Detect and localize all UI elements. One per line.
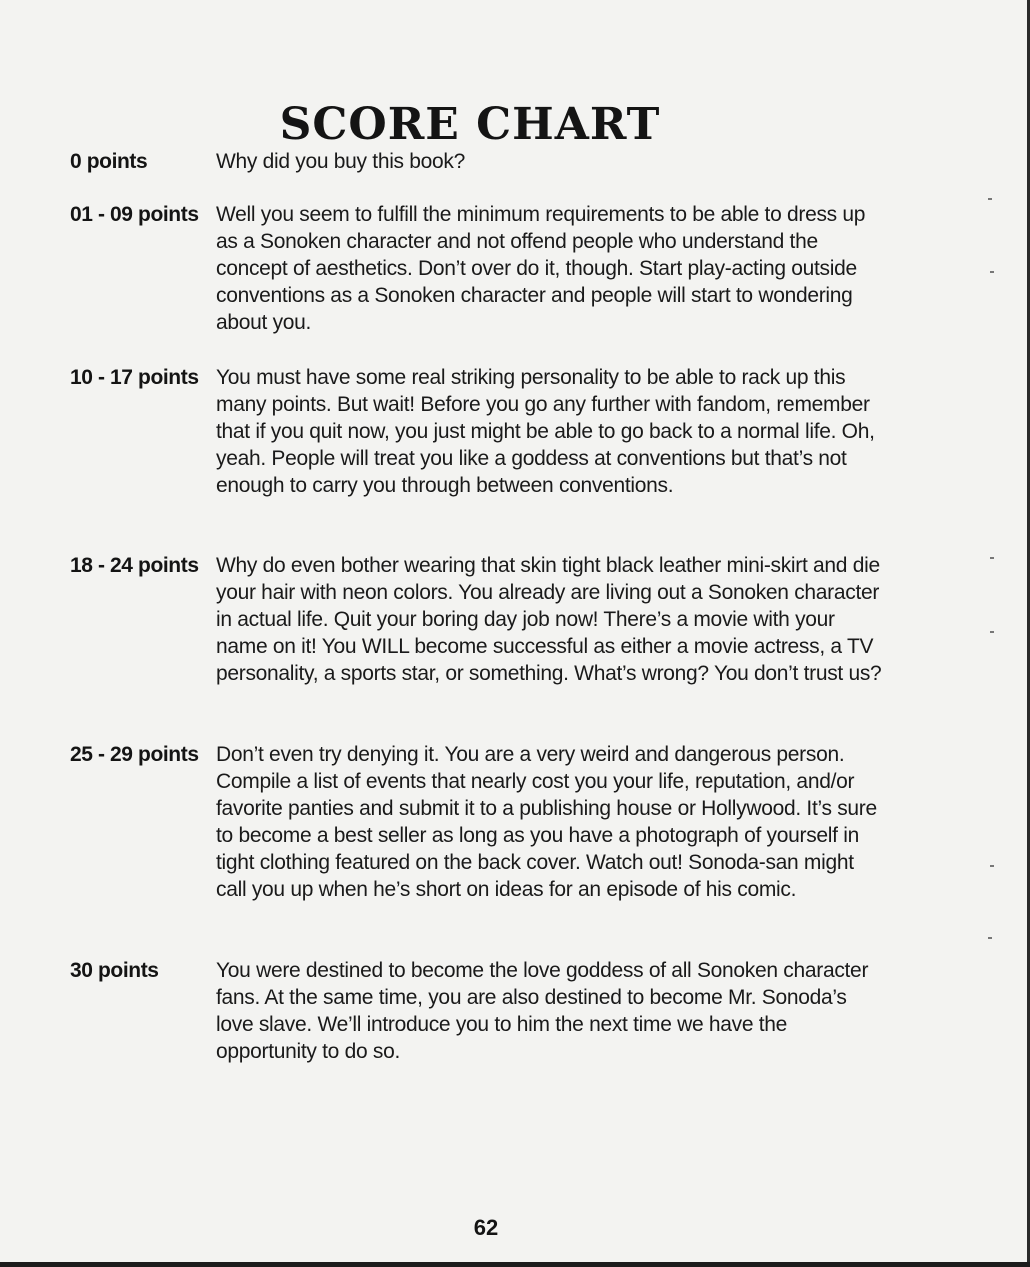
scan-speck xyxy=(990,557,994,559)
score-range-label: 18 - 24 points xyxy=(70,554,199,577)
score-description: Why did you buy this book? xyxy=(216,150,466,173)
score-description: You were destined to become the love goddess of all Sonoken character fans. At the same time, you are also destined to become Mr. Sonoda’s love slave. We’ll introduce you to him the next time we have the opportunity to do so. xyxy=(216,959,869,1063)
score-description: Well you seem to fulfill the minimum requirements to be able to dress up as a Sonoken character and not offend people who understand the concept of aesthetics. Don’t over do it, though. Start play-acting outside conventions as a Sonoken character and people will start to wondering about you. xyxy=(216,203,866,334)
score-description: You must have some real striking personality to be able to rack up this many points. But wait! Before you go any further with fandom, remember that if you quit now, you just might be able to go back to a normal life. Oh, yeah. People will treat you like a goddess at conventions but that’s not enough to carry you through between conventions. xyxy=(216,366,875,497)
scan-speck xyxy=(990,865,994,867)
score-range-label: 10 - 17 points xyxy=(70,366,199,389)
scan-speck xyxy=(990,271,994,273)
scan-speck xyxy=(988,937,992,939)
page-bottom-edge xyxy=(0,1262,1030,1267)
page-number: 62 xyxy=(473,1215,499,1240)
score-description: Don’t even try denying it. You are a very weird and dangerous person. Compile a list of events that nearly cost you your life, reputation, and/or favorite panties and submit it to a publishing house or Hollywood. It’s sure to become a best seller as long as you have a photograph of yourself in tight clothing featured on the back cover. Watch out! Sonoda-san might call you up when he’s short on ideas for an episode of his comic. xyxy=(216,743,877,901)
score-range-label: 25 - 29 points xyxy=(70,743,199,766)
page-title: SCORE CHART xyxy=(279,99,661,151)
score-description: Why do even bother wearing that skin tight black leather mini-skirt and die your hair with neon colors. You already are living out a Sonoken character in actual life. Quit your boring day job now! There’s a movie with your name on it! You WILL become successful as either a movie actress, a TV personality, a sports star, or something. What’s wrong? You don’t trust us? xyxy=(216,554,882,685)
score-range-label: 0 points xyxy=(70,150,148,173)
scan-speck xyxy=(990,631,994,633)
score-range-label: 30 points xyxy=(70,959,159,982)
score-range-label: 01 - 09 points xyxy=(70,203,199,226)
scan-speck xyxy=(988,198,992,200)
